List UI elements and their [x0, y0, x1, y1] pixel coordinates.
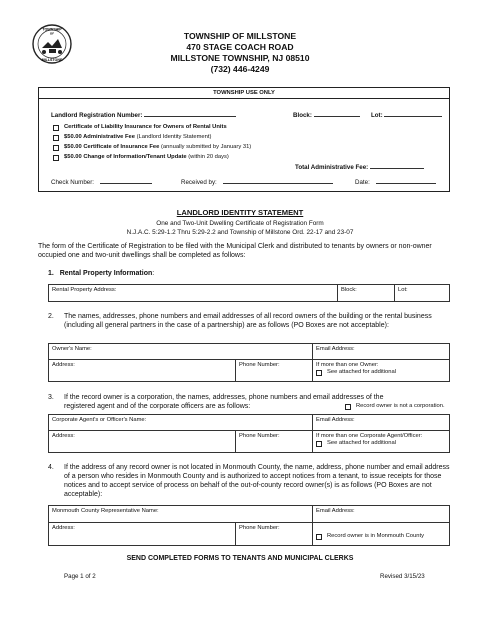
rental-address-field[interactable]: Rental Property Address:	[48, 284, 338, 302]
svg-text:TOWNSHIP: TOWNSHIP	[42, 27, 62, 32]
section-3-text: If the record owner is a corporation, the names, addresses, phone numbers and email addresses of the	[64, 394, 384, 401]
rental-block-field[interactable]: Block:	[337, 284, 395, 302]
section-3-text-2: registered agent and of the corporate officers are as follows:	[64, 403, 251, 410]
send-forms-notice: SEND COMPLETED FORMS TO TENANTS AND MUNICIPAL CLERKS	[126, 555, 354, 562]
in-county-checkbox[interactable]	[316, 534, 322, 540]
received-by-label: Received by:	[181, 177, 333, 187]
see-attached-checkbox[interactable]	[316, 370, 322, 376]
check-number-line[interactable]	[100, 177, 152, 184]
total-fee-label: Total Administrative Fee:	[295, 162, 424, 172]
owner-phone-field[interactable]: Phone Number:	[235, 359, 313, 382]
agent-address-field[interactable]: Address:	[48, 430, 236, 453]
header-city: MILLSTONE TOWNSHIP, NJ 08510	[170, 53, 310, 63]
use-box-title: TOWNSHIP USE ONLY	[213, 90, 275, 96]
check-number-label: Check Number:	[51, 177, 152, 187]
date-line[interactable]	[376, 177, 436, 184]
check-administrative-fee[interactable]: $50.00 Administrative Fee (Landlord Identity Statement)	[53, 134, 211, 141]
township-use-box	[38, 87, 450, 192]
rep-phone-field[interactable]: Phone Number:	[235, 522, 313, 546]
rep-county-field: Record owner is in Monmouth County	[312, 522, 450, 546]
rep-address-field[interactable]: Address:	[48, 522, 236, 546]
section-4-text: If the address of any record owner is not located in Monmouth County, the name, address, phone number and email address of a person who resides in Monmouth County and is authorized to accept notices from a tenant, to issue receipts for those notices and to accept service of process on behalf of the out-of-county record owner(s) is as follows (PO Boxes are not acceptable):	[64, 464, 450, 498]
see-attached-checkbox[interactable]	[316, 441, 322, 447]
statement-intro: The form of the Certificate of Registration to be filed with the Municipal Clerk and distributed to tenants by owners or non-owner occupied one and two-unit dwellings shall be completed as follows:	[38, 243, 432, 259]
received-by-line[interactable]	[223, 177, 333, 184]
agent-phone-field[interactable]: Phone Number:	[235, 430, 313, 453]
header-title: TOWNSHIP OF MILLSTONE	[183, 31, 297, 41]
header-address: 470 STAGE COACH ROAD	[186, 42, 294, 52]
checkbox[interactable]	[53, 125, 59, 131]
rep-name-field[interactable]: Monmouth County Representative Name:	[48, 505, 313, 523]
township-seal-logo	[32, 24, 72, 64]
owner-name-field[interactable]: Owner's Name:	[48, 343, 313, 360]
agent-email-field[interactable]: Email Address:	[312, 414, 450, 431]
check-insurance-fee[interactable]: $50.00 Certificate of Insurance Fee (annually submitted by January 31)	[53, 144, 251, 151]
registration-number-label: Landlord Registration Number:	[51, 110, 236, 120]
owner-more-field: If more than one Owner: See attached for additional	[312, 359, 450, 382]
check-change-of-information[interactable]: $50.00 Change of Information/Tenant Update (within 20 days)	[53, 154, 229, 161]
statement-title: LANDLORD IDENTITY STATEMENT	[176, 208, 304, 217]
checkbox[interactable]	[345, 404, 351, 410]
checkbox[interactable]	[53, 135, 59, 141]
checkbox[interactable]	[53, 145, 59, 151]
not-corporation-option[interactable]: Record owner is not a corporation.	[345, 403, 445, 410]
statement-subtitle-2: N.J.A.C. 5:29-1.2 Thru 5:29-2.2 and Township of Millstone Ord. 22-17 and 23-07	[126, 229, 354, 236]
statement-subtitle-1: One and Two-Unit Dwelling Certificate of Registration Form	[156, 220, 324, 227]
registration-number-line[interactable]	[144, 110, 236, 117]
section-4-number: 4.	[48, 464, 54, 471]
section-3-number: 3.	[48, 394, 54, 401]
owner-address-field[interactable]: Address:	[48, 359, 236, 382]
checkbox[interactable]	[53, 155, 59, 161]
section-1-heading: 1. Rental Property Information:	[48, 270, 155, 277]
agent-name-field[interactable]: Corporate Agent's or Officer's Name:	[48, 414, 313, 431]
owner-email-field[interactable]: Email Address:	[312, 343, 450, 360]
header-phone: (732) 446-4249	[210, 64, 270, 74]
agent-more-field: If more than one Corporate Agent/Officer: See attached for additional	[312, 430, 450, 453]
use-block-line[interactable]	[314, 110, 360, 117]
svg-text:OF: OF	[49, 31, 55, 36]
rental-lot-field[interactable]: Lot:	[394, 284, 450, 302]
date-label: Date:	[355, 177, 436, 187]
check-liability-insurance[interactable]: Certificate of Liability Insurance for Owners of Rental Units	[53, 124, 227, 131]
use-lot-label: Lot:	[371, 110, 442, 120]
total-fee-line[interactable]	[370, 162, 424, 169]
page-number: Page 1 of 2	[64, 573, 96, 580]
svg-text:MILLSTONE: MILLSTONE	[41, 58, 63, 62]
section-2-number: 2.	[48, 313, 54, 320]
use-lot-line[interactable]	[384, 110, 442, 117]
revised-date: Revised 3/15/23	[380, 573, 425, 580]
section-2-text: The names, addresses, phone numbers and email addresses of all record owners of the building or the rental business (including all general partners in the case of a partnership) are as follows (PO Boxes are not acceptable):	[64, 313, 432, 329]
use-block-label: Block:	[293, 110, 360, 120]
rep-email-field[interactable]: Email Address:	[312, 505, 450, 523]
